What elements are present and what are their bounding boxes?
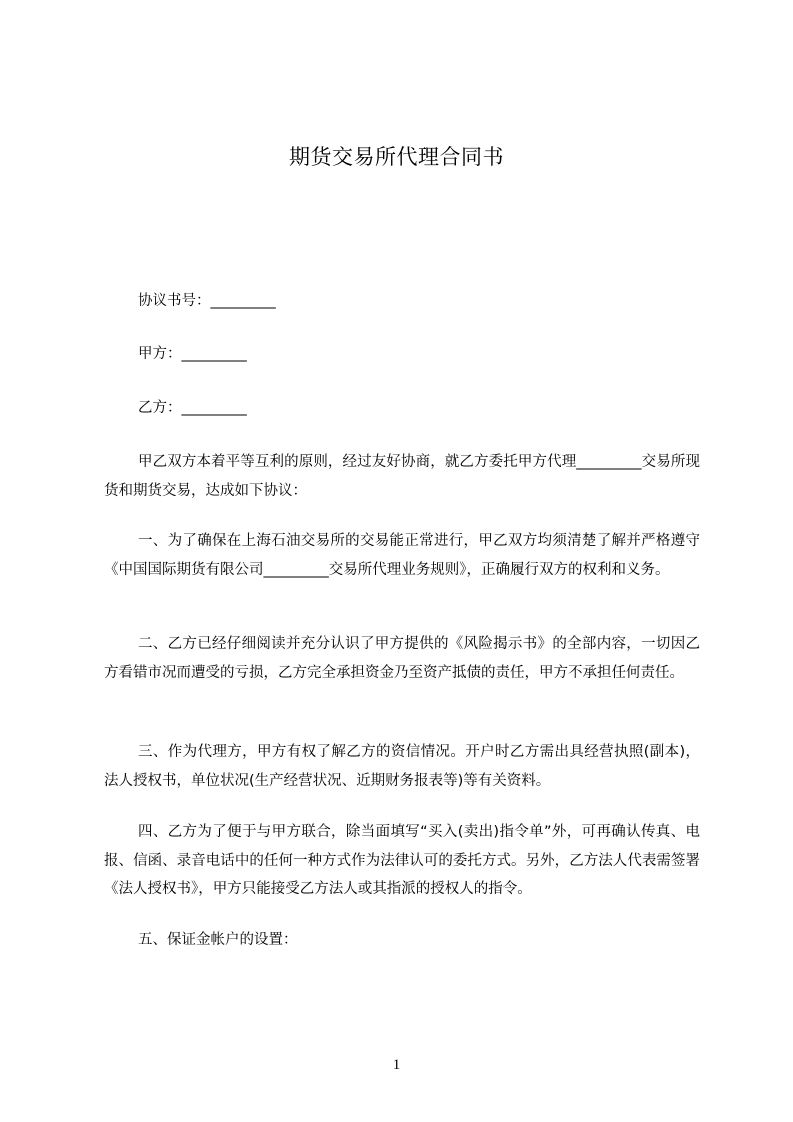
- intro-paragraph: 甲乙双方本着平等互利的原则，经过友好协商，就乙方委托甲方代理_________交易所现货和期货交易，达成如下协议：: [104, 454, 700, 499]
- clause-5-paragraph: 五、保证金帐户的设置：: [138, 932, 298, 948]
- page-number: 1: [392, 1057, 401, 1073]
- party-a-field: 甲方：_________: [138, 346, 247, 362]
- clause-4-paragraph: 四、乙方为了便于与甲方联合，除当面填写“买入(卖出)指令单”外，可再确认传真、电报、信函、录音电话中的任何一种方式作为法律认可的委托方式。另外，乙方法人代表需签署《法人授权书》，甲方只能接受乙方法人或其指派的授权人的指令。: [104, 824, 700, 897]
- clause-1-paragraph: 一、为了确保在上海石油交易所的交易能正常进行，甲乙双方均须清楚了解并严格遵守《中国国际期货有限公司_________交易所代理业务规则》，正确履行双方的权利和义务。: [104, 533, 700, 578]
- clause-2-paragraph: 二、乙方已经仔细阅读并充分认识了甲方提供的《风险揭示书》的全部内容，一切因乙方看错市况而遭受的亏损，乙方完全承担资金乃至资产抵债的责任，甲方不承担任何责任。: [104, 636, 700, 681]
- party-b-field: 乙方：_________: [138, 400, 247, 416]
- clause-3-paragraph: 三、作为代理方，甲方有权了解乙方的资信情况。开户时乙方需出具经营执照(副本)，法人授权书，单位状况(生产经营状况、近期财务报表等)等有关资料。: [104, 744, 700, 789]
- document-title: 期货交易所代理合同书: [289, 145, 504, 169]
- agreement-number-field: 协议书号：_________: [138, 293, 276, 309]
